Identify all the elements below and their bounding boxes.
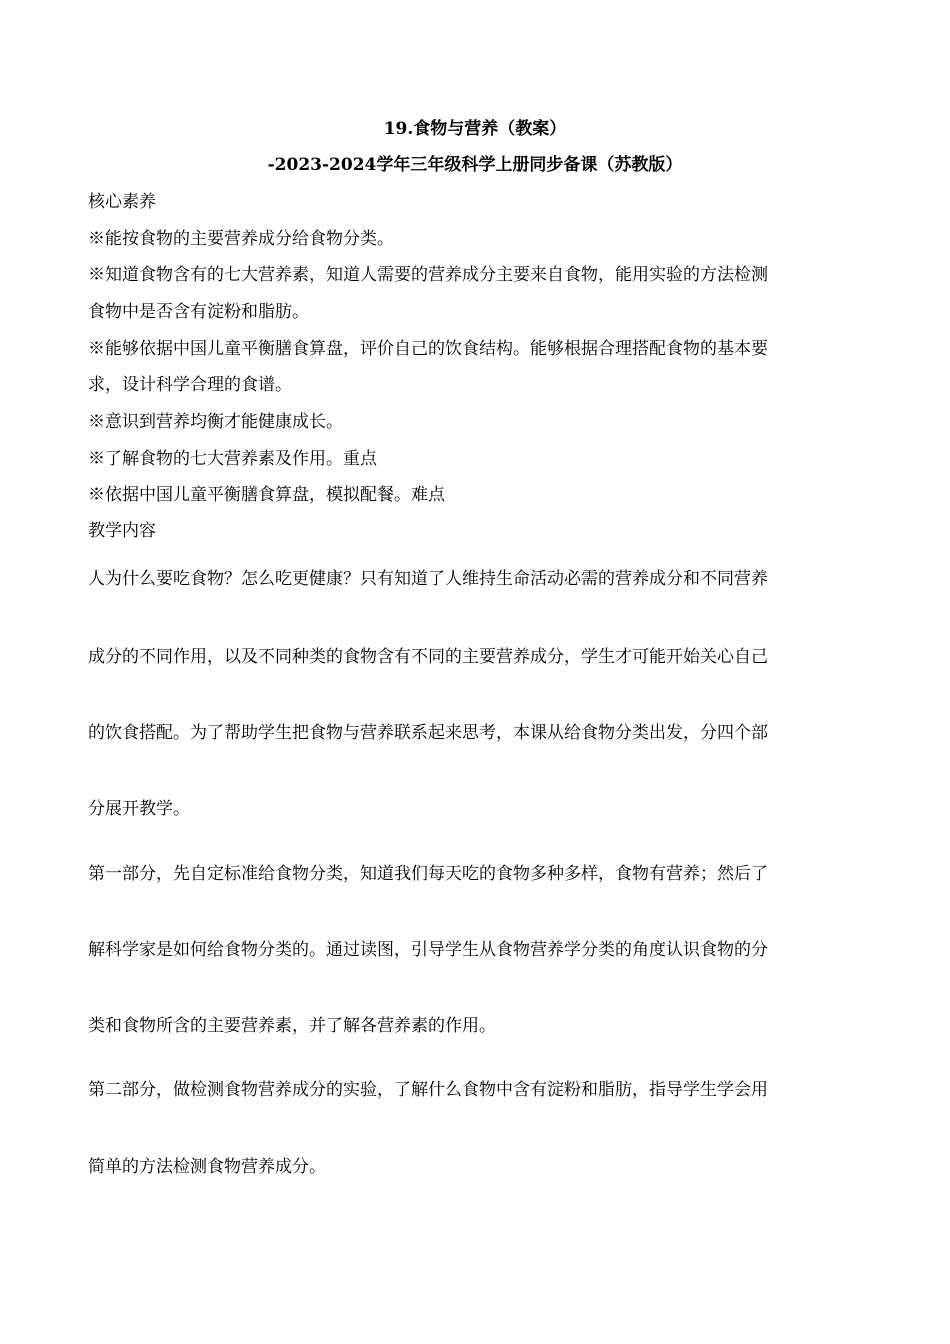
teaching-content-line: 类和食物所含的主要营养素，并了解各营养素的作用。 [88, 1016, 496, 1036]
teaching-content-line: 的饮食搭配。为了帮助学生把食物与营养联系起来思考，本课从给食物分类出发，分四个部 [88, 723, 768, 743]
core-literacy-line: 求，设计科学合理的食谱。 [88, 375, 292, 395]
teaching-content-line: 简单的方法检测食物营养成分。 [88, 1157, 326, 1177]
core-literacy-line: ※知道食物含有的七大营养素，知道人需要的营养成分主要来自食物，能用实验的方法检测 [88, 265, 768, 285]
core-literacy-line: 食物中是否含有淀粉和脂肪。 [88, 302, 309, 322]
teaching-content-heading: 教学内容 [88, 521, 156, 541]
core-literacy-heading: 核心素养 [88, 192, 156, 212]
document-title: 19.食物与营养（教案） [383, 119, 567, 139]
core-literacy-line: ※意识到营养均衡才能健康成长。 [88, 412, 343, 432]
core-literacy-line: ※依据中国儿童平衡膳食算盘，模拟配餐。难点 [88, 485, 445, 505]
teaching-content-line: 第二部分，做检测食物营养成分的实验，了解什么食物中含有淀粉和脂肪，指导学生学会用 [88, 1080, 768, 1100]
teaching-content-line: 解科学家是如何给食物分类的。通过读图，引导学生从食物营养学分类的角度认识食物的分 [88, 940, 768, 960]
teaching-content-line: 人为什么要吃食物？怎么吃更健康？只有知道了人维持生命活动必需的营养成分和不同营养 [88, 569, 768, 589]
core-literacy-line: ※能按食物的主要营养成分给食物分类。 [88, 229, 394, 249]
teaching-content-line: 成分的不同作用，以及不同种类的食物含有不同的主要营养成分，学生才可能开始关心自己 [88, 647, 768, 667]
core-literacy-line: ※了解食物的七大营养素及作用。重点 [88, 449, 377, 469]
teaching-content-line: 分展开教学。 [88, 799, 190, 819]
document-subtitle: -2023-2024学年三年级科学上册同步备课（苏教版） [267, 155, 683, 175]
core-literacy-line: ※能够依据中国儿童平衡膳食算盘，评价自己的饮食结构。能够根据合理搭配食物的基本要 [88, 339, 768, 359]
teaching-content-line: 第一部分，先自定标准给食物分类，知道我们每天吃的食物多种多样，食物有营养；然后了 [88, 864, 768, 884]
